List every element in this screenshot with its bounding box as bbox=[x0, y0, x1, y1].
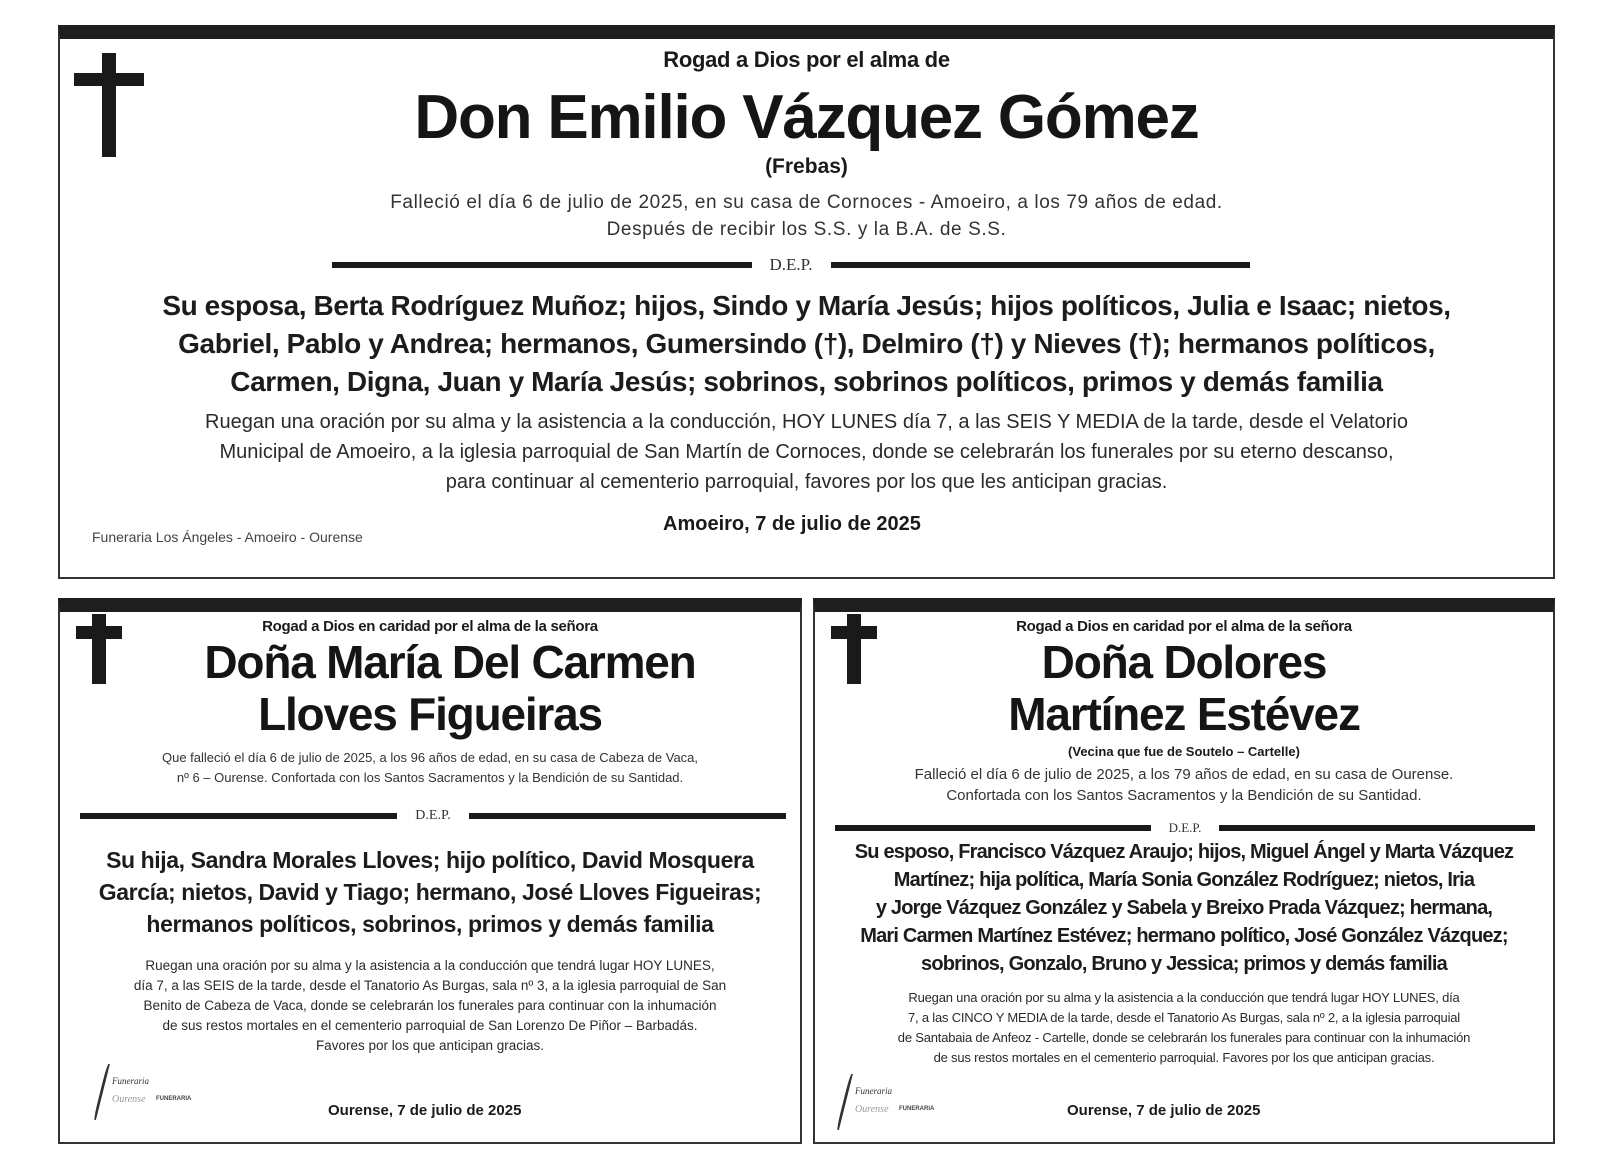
family-list bbox=[815, 838, 1553, 978]
ceremony-line: Ruegan una oración por su alma y la asistencia a la conducción que tendrá lugar HOY LUNES, día bbox=[908, 990, 1460, 1005]
deceased-name bbox=[815, 636, 1553, 740]
ceremony-line: de sus restos mortales en el cementerio parroquial. Favores por los que anticipan gracias. bbox=[933, 1050, 1435, 1065]
family-line: García; nietos, David y Tiago; hermano, José Lloves Figueiras; bbox=[98, 879, 762, 905]
family-line: y Jorge Vázquez González y Sabela y Breixo Prada Vázquez; hermana, bbox=[875, 897, 1493, 919]
family-line: sobrinos, Gonzalo, Bruno y Jessica; primos y demás familia bbox=[921, 953, 1447, 975]
family-line: Su esposo, Francisco Vázquez Araujo; hijos, Miguel Ángel y Marta Vázquez bbox=[854, 841, 1514, 863]
death-info-line: Después de recibir los S.S. y la B.A. de S.S. bbox=[606, 219, 1007, 240]
funeral-home-logo: Funeraria Ourense FUNERARIA bbox=[829, 1074, 989, 1130]
dep-label: D.E.P. bbox=[1168, 820, 1202, 835]
family-line: Carmen, Digna, Juan y María Jesús; sobrinos, sobrinos políticos, primos y demás familia bbox=[230, 366, 1383, 397]
deceased-name-line: Doña María Del Carmen bbox=[204, 636, 696, 688]
deceased-alias: (Vecina que fue de Soutelo – Cartelle) bbox=[1068, 744, 1300, 759]
ceremony-line: Favores por los que anticipan gracias. bbox=[315, 1038, 545, 1053]
deceased-alias: (Frebas) bbox=[765, 155, 848, 178]
ceremony-details bbox=[60, 407, 1553, 497]
death-info-line: Falleció el día 6 de julio de 2025, a los 79 años de edad, en su casa de Ourense. bbox=[914, 766, 1454, 783]
family-list bbox=[60, 287, 1553, 401]
family-line: Su esposa, Berta Rodríguez Muñoz; hijos, Sindo y María Jesús; hijos políticos, Julia e Isaac; nietos, bbox=[162, 290, 1451, 321]
obituary-notice-emilio bbox=[58, 25, 1555, 579]
death-info-line: Que falleció el día 6 de julio de 2025, a los 96 años de edad, en su casa de Cabeza de Vaca, bbox=[161, 750, 699, 765]
ceremony-line: Ruegan una oración por su alma y la asistencia a la conducción, HOY LUNES día 7, a las SEIS Y MEDIA de la tarde, desde el Velatorio bbox=[205, 411, 1408, 433]
dep-label: D.E.P. bbox=[415, 808, 451, 823]
family-line: Mari Carmen Martínez Estévez; hermano político, José González Vázquez; bbox=[860, 925, 1508, 947]
dep-divider bbox=[835, 820, 1535, 836]
prayer-heading: Rogad a Dios por el alma de bbox=[663, 47, 950, 72]
prayer-heading: Rogad a Dios en caridad por el alma de la señora bbox=[262, 618, 598, 635]
deceased-name: Don Emilio Vázquez Gómez bbox=[414, 83, 1199, 152]
prayer-heading: Rogad a Dios en caridad por el alma de la señora bbox=[1016, 618, 1352, 635]
ceremony-line: de Santabaia de Anfeoz - Cartelle, donde se celebrarán los funerales para continuar con la inhumación bbox=[897, 1030, 1471, 1045]
place-date: Ourense, 7 de julio de 2025 bbox=[328, 1102, 522, 1119]
dep-divider bbox=[332, 255, 1250, 275]
death-info bbox=[60, 748, 800, 788]
death-info-line: nº 6 – Ourense. Confortada con los Santos Sacramentos y la Bendición de su Santidad. bbox=[176, 770, 684, 785]
place-date: Amoeiro, 7 de julio de 2025 bbox=[663, 513, 921, 535]
ceremony-line: día 7, a las SEIS de la tarde, desde el Tanatorio As Burgas, sala nº 3, a la iglesia parroquial de San bbox=[133, 978, 727, 993]
divider-bar bbox=[1219, 825, 1535, 831]
divider-bar bbox=[332, 262, 752, 268]
place-date: Ourense, 7 de julio de 2025 bbox=[1067, 1102, 1261, 1119]
ceremony-line: Municipal de Amoeiro, a la iglesia parroquial de San Martín de Cornoces, donde se celebrarán los funerales por su eterno descanso, bbox=[219, 441, 1394, 463]
deceased-name-line: Doña Dolores bbox=[1041, 636, 1327, 688]
ceremony-line: para continuar al cementerio parroquial, favores por los que les anticipan gracias. bbox=[445, 471, 1168, 493]
divider-bar bbox=[469, 813, 786, 819]
deceased-name-line: Lloves Figueiras bbox=[258, 688, 602, 740]
divider-bar bbox=[831, 262, 1251, 268]
funeral-home-logo: Funeraria Ourense FUNERARIA bbox=[86, 1064, 246, 1120]
dep-divider bbox=[80, 808, 786, 824]
ceremony-line: Benito de Cabeza de Vaca, donde se celebrarán los funerales para continuar con la inhumación bbox=[143, 998, 717, 1013]
family-line: Su hija, Sandra Morales Lloves; hijo político, David Mosquera bbox=[106, 847, 754, 873]
ceremony-line: de sus restos mortales en el cementerio parroquial de San Lorenzo De Piñor – Barbadás. bbox=[162, 1018, 698, 1033]
ceremony-line: 7, a las CINCO Y MEDIA de la tarde, desde el Tanatorio As Burgas, sala nº 2, a la iglesia parroquial bbox=[907, 1010, 1460, 1025]
dep-label: D.E.P. bbox=[769, 255, 813, 274]
obituary-notice-dolores bbox=[813, 598, 1555, 1144]
death-info bbox=[815, 764, 1553, 806]
obituary-notice-maria-del-carmen bbox=[58, 598, 802, 1144]
family-line: hermanos políticos, sobrinos, primos y demás familia bbox=[146, 911, 714, 937]
family-line: Martínez; hija política, María Sonia González Rodríguez; nietos, Iria bbox=[893, 869, 1475, 891]
ceremony-details bbox=[60, 956, 800, 1056]
death-info-line: Falleció el día 6 de julio de 2025, en su casa de Cornoces - Amoeiro, a los 79 años de edad. bbox=[390, 192, 1223, 213]
family-line: Gabriel, Pablo y Andrea; hermanos, Gumersindo (†), Delmiro (†) y Nieves (†); hermanos políticos, bbox=[178, 328, 1435, 359]
funeral-home-credit: Funeraria Los Ángeles - Amoeiro - Ourense bbox=[92, 529, 363, 545]
divider-bar bbox=[835, 825, 1151, 831]
death-info-line: Confortada con los Santos Sacramentos y la Bendición de su Santidad. bbox=[946, 787, 1422, 804]
deceased-name-line: Martínez Estévez bbox=[1008, 688, 1360, 740]
deceased-name bbox=[100, 636, 800, 740]
divider-bar bbox=[80, 813, 397, 819]
death-info bbox=[60, 189, 1553, 243]
ceremony-line: Ruegan una oración por su alma y la asistencia a la conducción que tendrá lugar HOY LUNES, bbox=[145, 958, 715, 973]
ceremony-details bbox=[815, 988, 1553, 1068]
family-list bbox=[60, 844, 800, 940]
